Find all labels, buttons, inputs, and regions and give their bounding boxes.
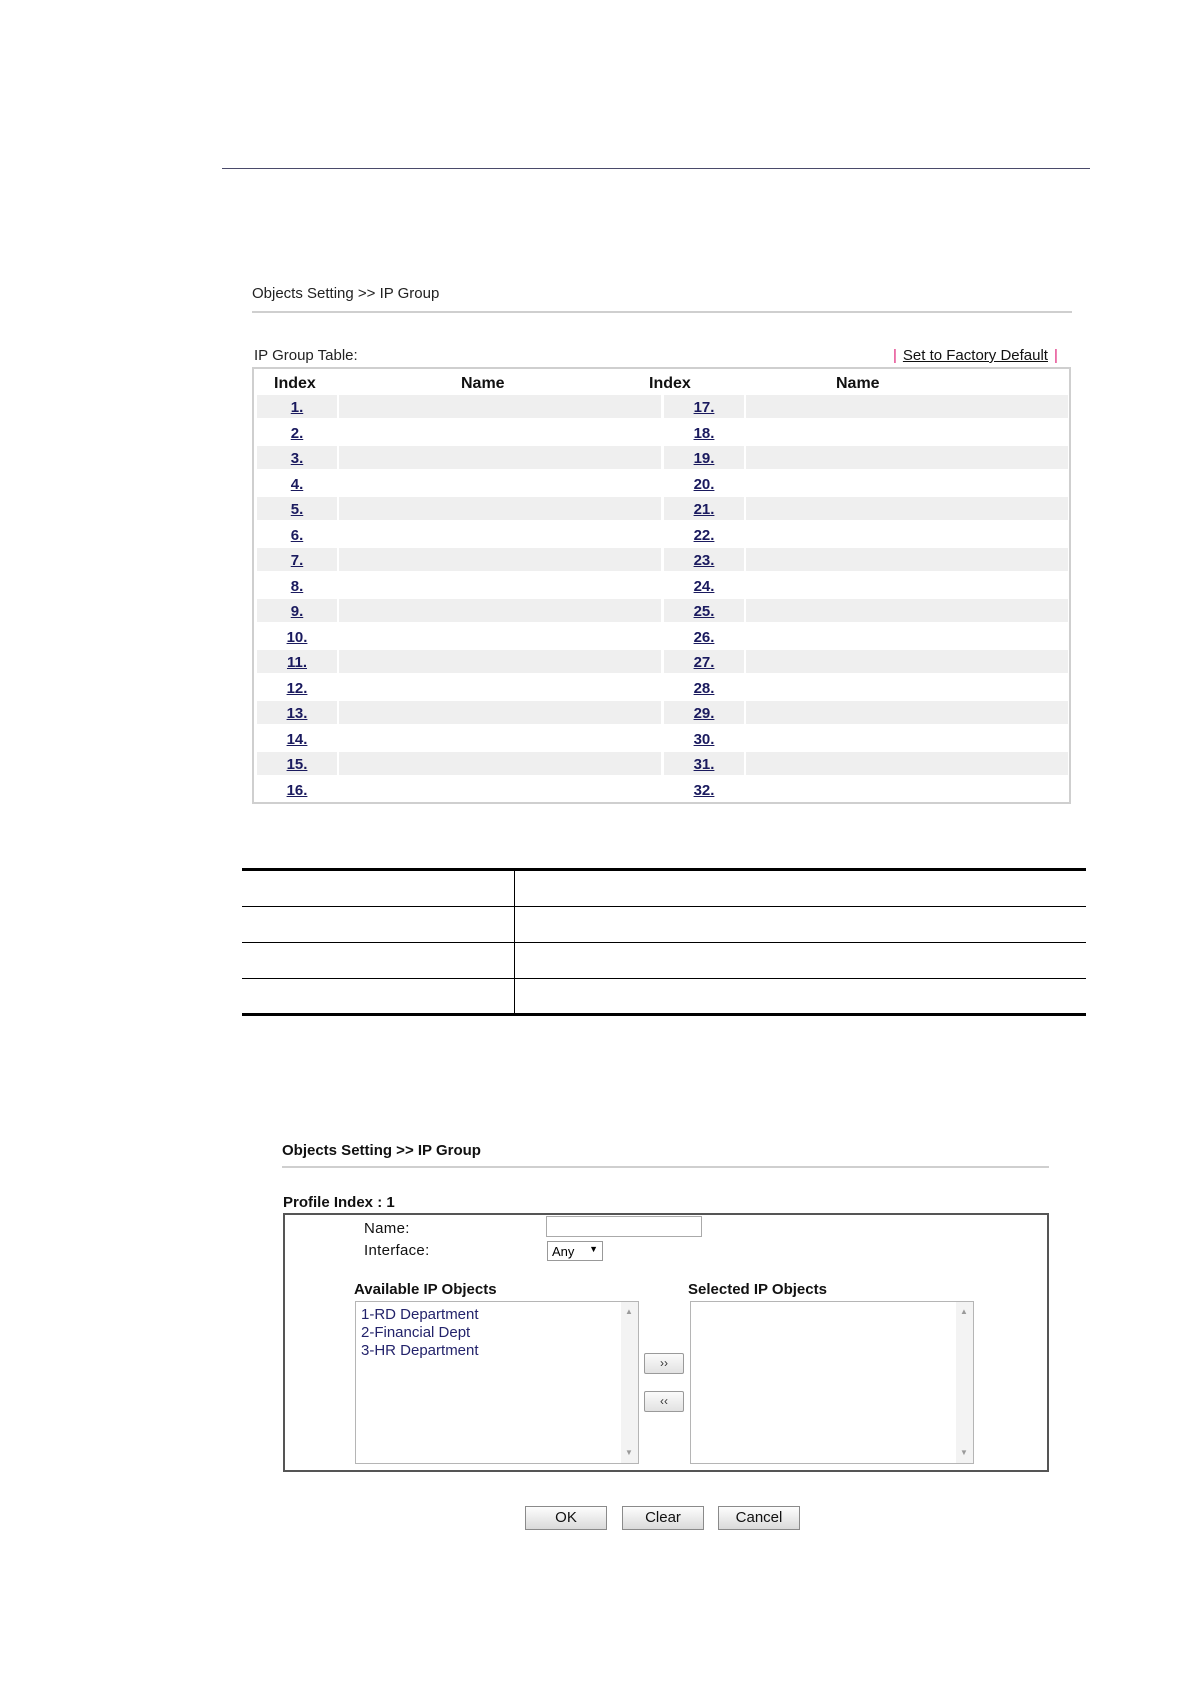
- index-cell: [664, 395, 744, 418]
- remove-object-button[interactable]: ‹‹: [644, 1391, 684, 1412]
- index-cell: [257, 778, 337, 801]
- name-cell: [746, 497, 1068, 520]
- profile-index-link[interactable]: 3.: [290, 450, 304, 467]
- add-object-button[interactable]: ››: [644, 1353, 684, 1374]
- table-row: [242, 979, 1086, 1015]
- dropdown-arrow-icon: ▼: [589, 1244, 598, 1254]
- table-row: [242, 907, 1086, 943]
- index-cell: [664, 446, 744, 469]
- index-cell: [257, 727, 337, 750]
- index-cell: [257, 497, 337, 520]
- profile-index-link[interactable]: 25.: [693, 603, 715, 620]
- interface-label: Interface:: [364, 1242, 430, 1259]
- name-cell: [746, 395, 1068, 418]
- table-row: [257, 726, 1068, 752]
- name-cell: [339, 446, 661, 469]
- index-cell: [664, 778, 744, 801]
- index-cell: [664, 676, 744, 699]
- table-row: [257, 777, 1068, 803]
- table-row: [242, 943, 1086, 979]
- scroll-down-arrow-icon[interactable]: ▼: [625, 1448, 633, 1457]
- available-objects-label: Available IP Objects: [354, 1281, 497, 1298]
- index-cell: [257, 395, 337, 418]
- table-header: [254, 369, 1069, 393]
- item-cell: [242, 870, 515, 907]
- name-cell: [746, 421, 1068, 444]
- name-input[interactable]: [546, 1216, 702, 1237]
- name-label: Name:: [364, 1220, 410, 1237]
- name-cell: [339, 752, 661, 775]
- description-cell: [515, 943, 1087, 979]
- index-cell: [664, 752, 744, 775]
- index-cell: [257, 523, 337, 546]
- profile-index-link[interactable]: 24.: [693, 577, 715, 595]
- index-cell: [664, 727, 744, 750]
- page-top-rule: [222, 168, 1090, 169]
- table-row: [257, 700, 1068, 726]
- table-row: [257, 420, 1068, 446]
- breadcrumb-edit-divider: [282, 1166, 1049, 1168]
- selected-objects-list[interactable]: [690, 1301, 974, 1464]
- name-cell: [746, 599, 1068, 622]
- profile-index-link[interactable]: 1.: [290, 399, 304, 416]
- index-cell: [664, 625, 744, 648]
- ip-group-table: [252, 367, 1071, 804]
- available-objects-list[interactable]: [355, 1301, 639, 1464]
- profile-index-link[interactable]: 15.: [286, 756, 308, 773]
- profile-index-label: Profile Index : 1: [283, 1194, 395, 1211]
- profile-index-link[interactable]: 23.: [693, 552, 715, 569]
- name-cell: [746, 701, 1068, 724]
- index-cell: [257, 472, 337, 495]
- name-cell: [746, 727, 1068, 750]
- name-cell: [339, 395, 661, 418]
- interface-select-value: Any: [552, 1244, 575, 1259]
- link-separator-right: |: [1053, 347, 1058, 364]
- table-row: [257, 573, 1068, 599]
- name-cell: [746, 574, 1068, 597]
- profile-index-link[interactable]: 2.: [290, 424, 304, 442]
- profile-index-link[interactable]: 11.: [286, 654, 308, 671]
- profile-index-link[interactable]: 31.: [693, 756, 715, 773]
- ok-button[interactable]: OK: [525, 1506, 607, 1530]
- profile-index-link[interactable]: 28.: [693, 679, 715, 697]
- table-row: [257, 394, 1068, 420]
- index-cell: [257, 676, 337, 699]
- table-row: [257, 522, 1068, 548]
- profile-index-link[interactable]: 22.: [693, 526, 715, 544]
- profile-index-link[interactable]: 16.: [286, 781, 308, 799]
- index-cell: [257, 574, 337, 597]
- index-cell: [664, 421, 744, 444]
- profile-index-link[interactable]: 26.: [693, 628, 715, 646]
- name-cell: [746, 625, 1068, 648]
- name-cell: [746, 548, 1068, 571]
- name-cell: [746, 446, 1068, 469]
- selected-objects-label: Selected IP Objects: [688, 1281, 827, 1298]
- profile-index-link[interactable]: 17.: [693, 399, 715, 416]
- name-cell: [339, 625, 661, 648]
- scrollbar[interactable]: [956, 1302, 973, 1463]
- index-cell: [257, 625, 337, 648]
- table-row: [257, 649, 1068, 675]
- breadcrumb-divider: [252, 311, 1072, 313]
- index-cell: [664, 701, 744, 724]
- index-cell: [257, 701, 337, 724]
- table-row: [257, 675, 1068, 701]
- scroll-down-arrow-icon[interactable]: ▼: [960, 1448, 968, 1457]
- index-cell: [664, 599, 744, 622]
- index-cell: [664, 472, 744, 495]
- table-row: [257, 496, 1068, 522]
- name-cell: [339, 472, 661, 495]
- table-row: [257, 445, 1068, 471]
- clear-button[interactable]: Clear: [622, 1506, 704, 1530]
- profile-index-link[interactable]: 29.: [693, 705, 715, 722]
- profile-index-link[interactable]: 20.: [693, 475, 715, 493]
- table-row: [257, 751, 1068, 777]
- ip-group-table-caption: IP Group Table:: [254, 347, 358, 364]
- profile-index-link[interactable]: 27.: [693, 654, 715, 671]
- profile-index-link[interactable]: 12.: [286, 679, 308, 697]
- name-cell: [746, 778, 1068, 801]
- table-row: [257, 598, 1068, 624]
- link-separator-left: |: [893, 347, 897, 364]
- factory-default-bar: [893, 347, 1058, 364]
- index-cell: [257, 752, 337, 775]
- profile-index-link[interactable]: 4.: [290, 475, 304, 493]
- item-cell: [242, 943, 515, 979]
- name-cell: [339, 650, 661, 673]
- name-cell: [339, 599, 661, 622]
- index-cell: [664, 574, 744, 597]
- name-cell: [339, 548, 661, 571]
- index-cell: [257, 650, 337, 673]
- index-cell: [257, 599, 337, 622]
- index-cell: [257, 421, 337, 444]
- scrollbar[interactable]: [621, 1302, 638, 1463]
- scroll-up-arrow-icon[interactable]: ▲: [960, 1307, 968, 1316]
- profile-index-link[interactable]: 8.: [290, 577, 304, 595]
- index-cell: [257, 548, 337, 571]
- name-cell: [746, 752, 1068, 775]
- interface-select[interactable]: [547, 1241, 603, 1261]
- header-name-left: Name: [461, 375, 505, 392]
- profile-index-link[interactable]: 30.: [693, 730, 715, 748]
- profile-index-link[interactable]: 7.: [290, 552, 304, 569]
- index-cell: [664, 523, 744, 546]
- set-factory-default-link[interactable]: Set to Factory Default: [902, 347, 1048, 364]
- name-cell: [339, 701, 661, 724]
- name-cell: [339, 421, 661, 444]
- name-cell: [339, 574, 661, 597]
- description-cell: [515, 907, 1087, 943]
- cancel-button[interactable]: Cancel: [718, 1506, 800, 1530]
- name-cell: [339, 778, 661, 801]
- profile-index-link[interactable]: 6.: [290, 526, 304, 544]
- profile-index-link[interactable]: 14.: [286, 730, 308, 748]
- name-cell: [339, 523, 661, 546]
- description-cell: [515, 979, 1087, 1015]
- index-cell: [664, 650, 744, 673]
- table-row: [257, 547, 1068, 573]
- description-table: [242, 868, 1086, 1016]
- description-cell: [515, 870, 1087, 907]
- item-cell: [242, 979, 515, 1015]
- table-row: [242, 870, 1086, 907]
- index-cell: [257, 446, 337, 469]
- list-item[interactable]: 2-Financial Dept: [361, 1324, 471, 1341]
- profile-index-link[interactable]: 18.: [693, 424, 715, 442]
- header-index-left: Index: [274, 375, 316, 392]
- profile-index-link[interactable]: 13.: [286, 705, 308, 722]
- name-cell: [339, 676, 661, 699]
- profile-index-link[interactable]: 21.: [693, 501, 715, 518]
- breadcrumb-edit: Objects Setting >> IP Group: [282, 1142, 481, 1159]
- name-cell: [339, 497, 661, 520]
- breadcrumb: Objects Setting >> IP Group: [252, 285, 440, 302]
- name-cell: [746, 523, 1068, 546]
- scroll-up-arrow-icon[interactable]: ▲: [625, 1307, 633, 1316]
- profile-index-link[interactable]: 32.: [693, 781, 715, 799]
- index-cell: [664, 548, 744, 571]
- name-cell: [746, 650, 1068, 673]
- header-name-right: Name: [836, 375, 880, 392]
- name-cell: [339, 727, 661, 750]
- table-row: [257, 624, 1068, 650]
- list-item[interactable]: 3-HR Department: [361, 1342, 479, 1359]
- profile-index-link[interactable]: 10.: [286, 628, 308, 646]
- name-cell: [746, 676, 1068, 699]
- name-cell: [746, 472, 1068, 495]
- header-index-right: Index: [649, 375, 691, 392]
- profile-index-link[interactable]: 5.: [290, 501, 304, 518]
- profile-index-link[interactable]: 19.: [693, 450, 715, 467]
- index-cell: [664, 497, 744, 520]
- list-item[interactable]: 1-RD Department: [361, 1306, 479, 1323]
- profile-index-link[interactable]: 9.: [290, 603, 304, 620]
- item-cell: [242, 907, 515, 943]
- table-row: [257, 471, 1068, 497]
